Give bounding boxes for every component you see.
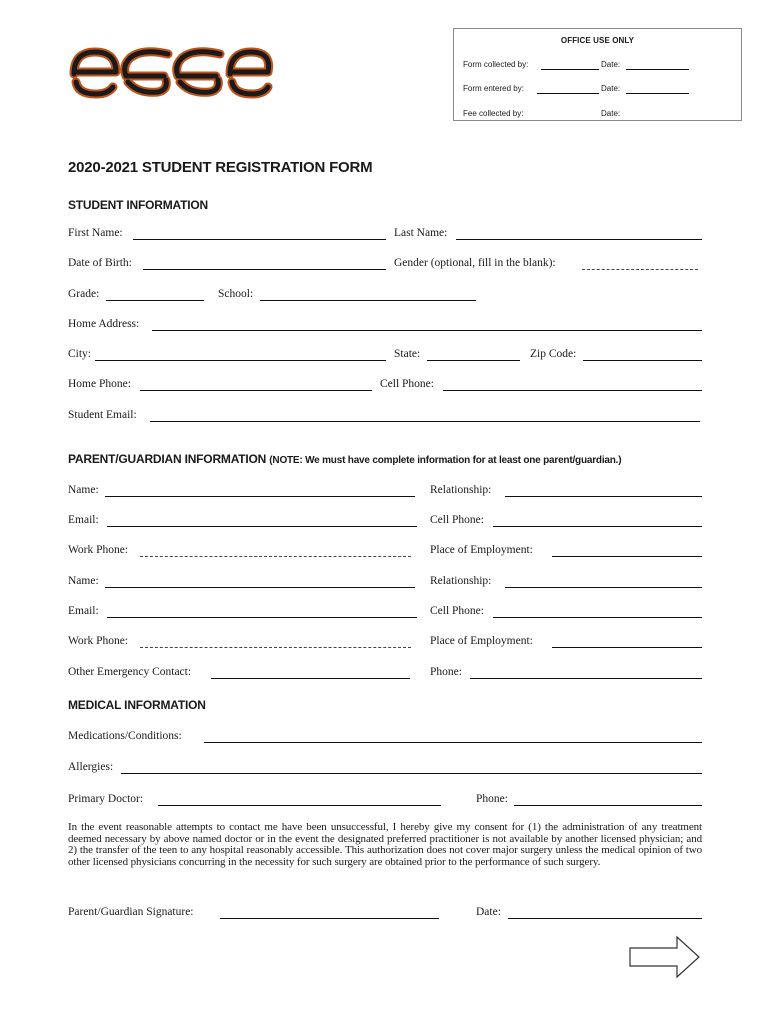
parent2-relationship-field[interactable] xyxy=(430,575,703,589)
office-form-entered-line[interactable] xyxy=(537,93,599,94)
parent1-work-phone-field[interactable] xyxy=(68,544,412,558)
edge-logo xyxy=(68,44,274,102)
parent2-work-phone-field[interactable] xyxy=(68,635,412,649)
allergies-line[interactable] xyxy=(121,773,702,774)
signature-date-label: Date: xyxy=(476,906,501,918)
emergency-contact-field[interactable] xyxy=(68,666,411,680)
signature-field[interactable] xyxy=(68,906,440,920)
parent2-relationship-label: Relationship: xyxy=(430,575,492,587)
home-address-label: Home Address: xyxy=(68,318,140,330)
parent2-cell-field[interactable] xyxy=(430,605,703,619)
primary-doctor-line[interactable] xyxy=(158,805,441,806)
zip-line[interactable] xyxy=(583,360,702,361)
office-use-title: OFFICE USE ONLY xyxy=(560,36,635,45)
office-use-box xyxy=(453,28,742,121)
student-email-line[interactable] xyxy=(150,421,700,422)
zip-label: Zip Code: xyxy=(530,348,577,360)
parent1-cell-label: Cell Phone: xyxy=(430,514,484,526)
dob-label: Date of Birth: xyxy=(68,257,132,269)
dob-line[interactable] xyxy=(143,269,386,270)
parent2-employment-line[interactable] xyxy=(552,647,702,648)
parent1-cell-line[interactable] xyxy=(493,526,702,527)
school-field[interactable] xyxy=(218,288,478,302)
parent1-work-phone-line[interactable] xyxy=(140,556,411,557)
parent2-name-label: Name: xyxy=(68,575,99,587)
first-name-label: First Name: xyxy=(68,227,123,239)
next-page-arrow-icon[interactable] xyxy=(628,935,702,979)
office-fee-collected-label: Fee collected by: xyxy=(463,109,524,118)
parent1-employment-line[interactable] xyxy=(552,556,702,557)
parent2-email-label: Email: xyxy=(68,605,99,617)
student-section-heading: STUDENT INFORMATION xyxy=(68,198,208,212)
parent2-work-phone-label: Work Phone: xyxy=(68,635,129,647)
parent2-name-line[interactable] xyxy=(105,587,415,588)
parent-section-title: PARENT/GUARDIAN INFORMATION xyxy=(68,452,267,466)
dob-field[interactable] xyxy=(68,257,388,271)
parent2-relationship-line[interactable] xyxy=(505,587,702,588)
parent1-employment-label: Place of Employment: xyxy=(430,544,533,556)
parent1-name-line[interactable] xyxy=(105,496,415,497)
consent-paragraph: In the event reasonable attempts to contact me have been unsuccessful, I hereby give my consent for (1) the administration of any treatment deemed necessary by above named doctor or in the event the designated preferred practitioner is not available by another licensed physician; and 2) the transfer of the teen to any hospital reasonably accessible. This authorization does not cover major surgery unless the medical opinion of two other licensed physicians concurring in the necessity for such surgery are obtained prior to the performance of such surgery. xyxy=(68,821,702,868)
first-name-field[interactable] xyxy=(68,227,388,241)
office-form-collected-line[interactable] xyxy=(541,69,599,70)
home-address-line[interactable] xyxy=(152,330,702,331)
parent2-email-line[interactable] xyxy=(107,617,417,618)
parent2-employment-label: Place of Employment: xyxy=(430,635,533,647)
parent1-name-label: Name: xyxy=(68,484,99,496)
signature-label: Parent/Guardian Signature: xyxy=(68,906,194,918)
last-name-line[interactable] xyxy=(456,239,702,240)
form-title: 2020-2021 STUDENT REGISTRATION FORM xyxy=(68,159,373,176)
gender-line[interactable] xyxy=(582,269,698,270)
medications-line[interactable] xyxy=(204,742,702,743)
office-form-entered-label: Form entered by: xyxy=(463,84,524,93)
parent1-relationship-field[interactable] xyxy=(430,484,703,498)
office-form-collected-label: Form collected by: xyxy=(463,60,529,69)
doctor-phone-label: Phone: xyxy=(476,793,508,805)
parent-section-note: (NOTE: We must have complete information for at least one parent/guardian.) xyxy=(269,455,622,466)
last-name-field[interactable] xyxy=(394,227,703,241)
office-row-form-collected xyxy=(463,60,741,72)
emergency-contact-line[interactable] xyxy=(211,678,410,679)
parent2-cell-label: Cell Phone: xyxy=(430,605,484,617)
gender-label: Gender (optional, fill in the blank): xyxy=(394,257,556,269)
home-address-field[interactable] xyxy=(68,318,703,332)
office-date-label: Date: xyxy=(601,60,621,69)
student-email-label: Student Email: xyxy=(68,409,137,421)
primary-doctor-field[interactable] xyxy=(68,793,442,807)
signature-date-line[interactable] xyxy=(508,918,702,919)
cell-phone-field[interactable] xyxy=(380,378,703,392)
office-date-label: Date: xyxy=(601,109,621,118)
state-line[interactable] xyxy=(427,360,520,361)
parent1-work-phone-label: Work Phone: xyxy=(68,544,129,556)
parent2-email-field[interactable] xyxy=(68,605,418,619)
grade-line[interactable] xyxy=(106,300,204,301)
home-phone-line[interactable] xyxy=(140,390,372,391)
allergies-field[interactable] xyxy=(68,761,703,775)
city-label: City: xyxy=(68,348,92,360)
office-date-label: Date: xyxy=(601,84,621,93)
primary-doctor-label: Primary Doctor: xyxy=(68,793,144,805)
home-phone-field[interactable] xyxy=(68,378,374,392)
medications-label: Medications/Conditions: xyxy=(68,730,182,742)
signature-date-field[interactable] xyxy=(476,906,703,920)
doctor-phone-line[interactable] xyxy=(514,805,702,806)
state-field[interactable] xyxy=(394,348,522,362)
emergency-phone-field[interactable] xyxy=(430,666,703,680)
doctor-phone-field[interactable] xyxy=(476,793,703,807)
office-date-line[interactable] xyxy=(626,69,689,70)
signature-line[interactable] xyxy=(220,918,439,919)
parent1-relationship-line[interactable] xyxy=(505,496,702,497)
parent1-employment-field[interactable] xyxy=(430,544,703,558)
school-label: School: xyxy=(218,288,254,300)
home-phone-label: Home Phone: xyxy=(68,378,131,390)
parent1-name-field[interactable] xyxy=(68,484,416,498)
medical-section-heading: MEDICAL INFORMATION xyxy=(68,698,206,712)
allergies-label: Allergies: xyxy=(68,761,114,773)
parent1-email-line[interactable] xyxy=(107,526,417,527)
school-line[interactable] xyxy=(260,300,476,301)
cell-phone-line[interactable] xyxy=(443,390,702,391)
medications-field[interactable] xyxy=(68,730,703,744)
parent1-cell-field[interactable] xyxy=(430,514,703,528)
cell-phone-label: Cell Phone: xyxy=(380,378,434,390)
parent2-cell-line[interactable] xyxy=(493,617,702,618)
state-label: State: xyxy=(394,348,421,360)
grade-field[interactable] xyxy=(68,288,208,302)
emergency-phone-label: Phone: xyxy=(430,666,462,678)
first-name-line[interactable] xyxy=(133,239,386,240)
gender-field[interactable] xyxy=(394,257,700,271)
last-name-label: Last Name: xyxy=(394,227,448,239)
emergency-contact-label: Other Emergency Contact: xyxy=(68,666,192,678)
parent-section-heading xyxy=(68,452,621,466)
office-row-form-entered xyxy=(463,84,741,96)
zip-field[interactable] xyxy=(530,348,703,362)
parent1-relationship-label: Relationship: xyxy=(430,484,492,496)
parent2-work-phone-line[interactable] xyxy=(140,647,411,648)
student-email-field[interactable] xyxy=(68,409,703,423)
office-row-fee-collected xyxy=(463,109,741,121)
city-field[interactable] xyxy=(68,348,388,362)
parent2-employment-field[interactable] xyxy=(430,635,703,649)
city-line[interactable] xyxy=(95,360,386,361)
emergency-phone-line[interactable] xyxy=(470,678,702,679)
office-date-line[interactable] xyxy=(626,93,689,94)
parent1-email-label: Email: xyxy=(68,514,99,526)
parent2-name-field[interactable] xyxy=(68,575,416,589)
parent1-email-field[interactable] xyxy=(68,514,418,528)
grade-label: Grade: xyxy=(68,288,100,300)
